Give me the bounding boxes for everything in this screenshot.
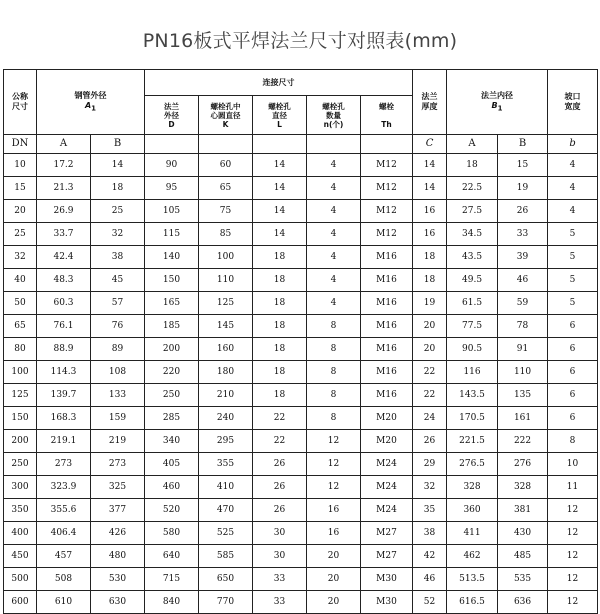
cell-flange-id-b: 91 [498, 338, 548, 361]
cell-pipe-od-b: 38 [91, 246, 145, 269]
cell-flange-id-a: 49.5 [447, 269, 498, 292]
cell-bolt-count: 20 [307, 545, 361, 568]
cell-pipe-od-b: 426 [91, 522, 145, 545]
cell-bevel-width: 12 [548, 499, 598, 522]
cell-bolt-count: 4 [307, 154, 361, 177]
header-col-b-italic: b [548, 135, 598, 154]
cell-flange-thickness: 46 [413, 568, 447, 591]
cell-bolt-hole: 30 [253, 522, 307, 545]
cell-bevel-width: 6 [548, 338, 598, 361]
header-blank [253, 135, 307, 154]
table-row [4, 246, 598, 269]
cell-flange-id-b: 59 [498, 292, 548, 315]
table-row [4, 177, 598, 200]
cell-flange-thickness: 18 [413, 269, 447, 292]
cell-bolt-thread: M16 [361, 269, 413, 292]
header-blank [145, 135, 199, 154]
header-flange-thickness: 法兰 厚度 [413, 70, 447, 135]
table-row [4, 522, 598, 545]
cell-bolt-circle: 240 [199, 407, 253, 430]
cell-bolt-circle: 60 [199, 154, 253, 177]
cell-bolt-hole: 26 [253, 499, 307, 522]
cell-bolt-thread: M12 [361, 200, 413, 223]
header-col-b: B [91, 135, 145, 154]
table-row [4, 476, 598, 499]
cell-flange-id-b: 26 [498, 200, 548, 223]
cell-flange-id-a: 328 [447, 476, 498, 499]
cell-flange-id-a: 513.5 [447, 568, 498, 591]
cell-bolt-circle: 525 [199, 522, 253, 545]
cell-bolt-count: 8 [307, 361, 361, 384]
cell-pipe-od-b: 108 [91, 361, 145, 384]
cell-bolt-thread: M24 [361, 476, 413, 499]
cell-bolt-count: 12 [307, 453, 361, 476]
cell-pipe-od-b: 57 [91, 292, 145, 315]
cell-flange-od: 140 [145, 246, 199, 269]
cell-pipe-od-a: 406.4 [37, 522, 91, 545]
cell-flange-id-b: 535 [498, 568, 548, 591]
cell-bolt-thread: M12 [361, 177, 413, 200]
cell-pipe-od-b: 219 [91, 430, 145, 453]
cell-dn: 15 [4, 177, 37, 200]
cell-dn: 10 [4, 154, 37, 177]
cell-bevel-width: 6 [548, 361, 598, 384]
cell-flange-id-a: 276.5 [447, 453, 498, 476]
cell-pipe-od-a: 273 [37, 453, 91, 476]
cell-flange-od: 250 [145, 384, 199, 407]
table-row [4, 453, 598, 476]
header-blank [199, 135, 253, 154]
header-bevel-width: 坡口 宽度 [548, 70, 598, 135]
cell-pipe-od-b: 159 [91, 407, 145, 430]
cell-bolt-thread: M30 [361, 591, 413, 614]
cell-dn: 250 [4, 453, 37, 476]
cell-pipe-od-b: 32 [91, 223, 145, 246]
cell-bolt-hole: 18 [253, 246, 307, 269]
cell-flange-id-a: 360 [447, 499, 498, 522]
cell-bolt-thread: M16 [361, 315, 413, 338]
cell-bolt-circle: 650 [199, 568, 253, 591]
cell-bolt-hole: 26 [253, 453, 307, 476]
header-dn: DN [4, 135, 37, 154]
cell-pipe-od-b: 76 [91, 315, 145, 338]
cell-flange-thickness: 38 [413, 522, 447, 545]
cell-pipe-od-a: 457 [37, 545, 91, 568]
cell-bolt-thread: M16 [361, 338, 413, 361]
header-bolt: 螺栓 Th [361, 96, 413, 135]
cell-flange-thickness: 14 [413, 154, 447, 177]
cell-flange-thickness: 22 [413, 361, 447, 384]
cell-bolt-thread: M12 [361, 154, 413, 177]
cell-flange-od: 715 [145, 568, 199, 591]
cell-dn: 600 [4, 591, 37, 614]
cell-pipe-od-b: 630 [91, 591, 145, 614]
cell-bolt-thread: M27 [361, 522, 413, 545]
cell-flange-id-b: 33 [498, 223, 548, 246]
cell-flange-id-b: 39 [498, 246, 548, 269]
table-row [4, 338, 598, 361]
cell-bolt-circle: 210 [199, 384, 253, 407]
cell-bolt-circle: 145 [199, 315, 253, 338]
cell-bolt-count: 8 [307, 384, 361, 407]
cell-bolt-count: 16 [307, 499, 361, 522]
table-row [4, 384, 598, 407]
cell-bolt-circle: 125 [199, 292, 253, 315]
cell-flange-thickness: 35 [413, 499, 447, 522]
cell-pipe-od-a: 17.2 [37, 154, 91, 177]
cell-flange-od: 405 [145, 453, 199, 476]
header-col-b2: B [498, 135, 548, 154]
cell-flange-thickness: 42 [413, 545, 447, 568]
table-row [4, 361, 598, 384]
cell-pipe-od-a: 88.9 [37, 338, 91, 361]
cell-bolt-thread: M16 [361, 384, 413, 407]
cell-bolt-thread: M24 [361, 453, 413, 476]
cell-pipe-od-a: 48.3 [37, 269, 91, 292]
cell-bolt-hole: 22 [253, 430, 307, 453]
cell-flange-thickness: 22 [413, 384, 447, 407]
cell-bolt-circle: 585 [199, 545, 253, 568]
cell-bolt-hole: 33 [253, 568, 307, 591]
cell-bolt-count: 4 [307, 200, 361, 223]
cell-bolt-thread: M27 [361, 545, 413, 568]
cell-flange-id-a: 18 [447, 154, 498, 177]
cell-flange-id-b: 328 [498, 476, 548, 499]
cell-flange-thickness: 18 [413, 246, 447, 269]
cell-flange-od: 95 [145, 177, 199, 200]
cell-bolt-count: 20 [307, 591, 361, 614]
cell-pipe-od-a: 355.6 [37, 499, 91, 522]
cell-pipe-od-a: 168.3 [37, 407, 91, 430]
cell-flange-id-a: 462 [447, 545, 498, 568]
cell-flange-id-a: 170.5 [447, 407, 498, 430]
cell-flange-id-b: 46 [498, 269, 548, 292]
cell-bevel-width: 12 [548, 591, 598, 614]
cell-pipe-od-b: 273 [91, 453, 145, 476]
cell-pipe-od-b: 18 [91, 177, 145, 200]
cell-bolt-hole: 18 [253, 315, 307, 338]
cell-bolt-count: 20 [307, 568, 361, 591]
cell-bolt-circle: 100 [199, 246, 253, 269]
table-row [4, 568, 598, 591]
table-row [4, 292, 598, 315]
cell-flange-id-b: 135 [498, 384, 548, 407]
cell-flange-thickness: 26 [413, 430, 447, 453]
cell-flange-id-a: 143.5 [447, 384, 498, 407]
cell-bevel-width: 4 [548, 177, 598, 200]
cell-dn: 200 [4, 430, 37, 453]
cell-flange-thickness: 19 [413, 292, 447, 315]
cell-flange-id-a: 43.5 [447, 246, 498, 269]
cell-bolt-hole: 33 [253, 591, 307, 614]
cell-bolt-thread: M16 [361, 361, 413, 384]
cell-bolt-count: 4 [307, 246, 361, 269]
cell-flange-thickness: 32 [413, 476, 447, 499]
cell-flange-id-b: 636 [498, 591, 548, 614]
table-row [4, 545, 598, 568]
cell-flange-id-a: 34.5 [447, 223, 498, 246]
cell-bolt-count: 12 [307, 430, 361, 453]
cell-pipe-od-a: 323.9 [37, 476, 91, 499]
cell-bolt-circle: 770 [199, 591, 253, 614]
cell-bolt-thread: M12 [361, 223, 413, 246]
header-col-a2: A [447, 135, 498, 154]
table-row [4, 269, 598, 292]
cell-pipe-od-a: 26.9 [37, 200, 91, 223]
cell-flange-id-b: 161 [498, 407, 548, 430]
cell-pipe-od-b: 377 [91, 499, 145, 522]
cell-flange-id-b: 78 [498, 315, 548, 338]
cell-pipe-od-b: 89 [91, 338, 145, 361]
cell-dn: 100 [4, 361, 37, 384]
cell-flange-thickness: 29 [413, 453, 447, 476]
cell-pipe-od-b: 480 [91, 545, 145, 568]
cell-pipe-od-a: 219.1 [37, 430, 91, 453]
cell-bolt-circle: 355 [199, 453, 253, 476]
cell-bolt-thread: M20 [361, 430, 413, 453]
cell-flange-od: 115 [145, 223, 199, 246]
cell-flange-thickness: 52 [413, 591, 447, 614]
cell-pipe-od-b: 325 [91, 476, 145, 499]
cell-pipe-od-b: 530 [91, 568, 145, 591]
table-row [4, 499, 598, 522]
cell-dn: 500 [4, 568, 37, 591]
cell-bolt-thread: M24 [361, 499, 413, 522]
cell-dn: 125 [4, 384, 37, 407]
cell-bolt-hole: 18 [253, 269, 307, 292]
cell-bolt-circle: 85 [199, 223, 253, 246]
cell-bolt-circle: 160 [199, 338, 253, 361]
header-col-c: C [413, 135, 447, 154]
cell-bevel-width: 6 [548, 384, 598, 407]
cell-flange-id-a: 221.5 [447, 430, 498, 453]
cell-flange-id-b: 430 [498, 522, 548, 545]
table-body [4, 154, 598, 614]
cell-flange-thickness: 20 [413, 338, 447, 361]
cell-pipe-od-b: 14 [91, 154, 145, 177]
cell-bevel-width: 4 [548, 154, 598, 177]
cell-bolt-hole: 26 [253, 476, 307, 499]
cell-flange-od: 840 [145, 591, 199, 614]
cell-flange-thickness: 14 [413, 177, 447, 200]
cell-bevel-width: 4 [548, 200, 598, 223]
cell-bevel-width: 8 [548, 430, 598, 453]
cell-flange-id-b: 15 [498, 154, 548, 177]
cell-flange-od: 165 [145, 292, 199, 315]
cell-bolt-count: 12 [307, 476, 361, 499]
cell-bolt-thread: M16 [361, 292, 413, 315]
cell-pipe-od-a: 60.3 [37, 292, 91, 315]
cell-flange-id-a: 27.5 [447, 200, 498, 223]
cell-flange-od: 220 [145, 361, 199, 384]
cell-flange-od: 520 [145, 499, 199, 522]
cell-dn: 65 [4, 315, 37, 338]
cell-bolt-hole: 18 [253, 292, 307, 315]
cell-bevel-width: 10 [548, 453, 598, 476]
cell-dn: 50 [4, 292, 37, 315]
cell-flange-id-b: 110 [498, 361, 548, 384]
cell-bevel-width: 6 [548, 407, 598, 430]
cell-pipe-od-b: 25 [91, 200, 145, 223]
cell-flange-id-b: 222 [498, 430, 548, 453]
header-flange-od: 法兰 外径 D [145, 96, 199, 135]
cell-bolt-thread: M20 [361, 407, 413, 430]
cell-flange-od: 185 [145, 315, 199, 338]
cell-flange-id-a: 616.5 [447, 591, 498, 614]
cell-dn: 300 [4, 476, 37, 499]
cell-bolt-count: 4 [307, 223, 361, 246]
header-nominal-size: 公称 尺寸 [4, 70, 37, 135]
header-blank [307, 135, 361, 154]
table-row [4, 591, 598, 614]
cell-flange-id-a: 77.5 [447, 315, 498, 338]
cell-pipe-od-b: 45 [91, 269, 145, 292]
cell-bolt-hole: 30 [253, 545, 307, 568]
cell-pipe-od-a: 114.3 [37, 361, 91, 384]
cell-bolt-count: 8 [307, 407, 361, 430]
cell-bolt-circle: 295 [199, 430, 253, 453]
cell-flange-id-a: 116 [447, 361, 498, 384]
cell-flange-id-b: 276 [498, 453, 548, 476]
cell-bolt-hole: 18 [253, 361, 307, 384]
table-row [4, 200, 598, 223]
cell-pipe-od-a: 33.7 [37, 223, 91, 246]
page-title: PN16板式平焊法兰尺寸对照表(mm) [142, 30, 458, 52]
cell-bolt-hole: 14 [253, 200, 307, 223]
header-blank [361, 135, 413, 154]
header-col-a: A [37, 135, 91, 154]
cell-flange-id-a: 22.5 [447, 177, 498, 200]
cell-pipe-od-a: 610 [37, 591, 91, 614]
cell-bolt-circle: 110 [199, 269, 253, 292]
cell-bevel-width: 5 [548, 246, 598, 269]
table-row [4, 154, 598, 177]
cell-dn: 450 [4, 545, 37, 568]
cell-bolt-hole: 18 [253, 338, 307, 361]
cell-bevel-width: 12 [548, 545, 598, 568]
cell-flange-thickness: 16 [413, 223, 447, 246]
cell-flange-id-b: 485 [498, 545, 548, 568]
cell-flange-thickness: 16 [413, 200, 447, 223]
cell-flange-id-a: 61.5 [447, 292, 498, 315]
cell-bolt-count: 16 [307, 522, 361, 545]
cell-pipe-od-b: 133 [91, 384, 145, 407]
cell-flange-od: 200 [145, 338, 199, 361]
cell-flange-thickness: 24 [413, 407, 447, 430]
table-row [4, 223, 598, 246]
cell-bolt-count: 4 [307, 269, 361, 292]
cell-dn: 80 [4, 338, 37, 361]
cell-dn: 400 [4, 522, 37, 545]
cell-pipe-od-a: 139.7 [37, 384, 91, 407]
cell-bolt-circle: 470 [199, 499, 253, 522]
cell-dn: 25 [4, 223, 37, 246]
header-pipe-od: 钢管外径 A1 [37, 70, 145, 135]
cell-flange-od: 460 [145, 476, 199, 499]
cell-flange-od: 285 [145, 407, 199, 430]
cell-flange-od: 90 [145, 154, 199, 177]
cell-flange-od: 340 [145, 430, 199, 453]
cell-dn: 20 [4, 200, 37, 223]
table-row [4, 315, 598, 338]
header-bolt-hole: 螺栓孔 直径 L [253, 96, 307, 135]
cell-flange-thickness: 20 [413, 315, 447, 338]
cell-flange-od: 580 [145, 522, 199, 545]
cell-dn: 150 [4, 407, 37, 430]
header-connection-dimensions: 连接尺寸 [145, 70, 413, 96]
cell-pipe-od-a: 42.4 [37, 246, 91, 269]
cell-bolt-hole: 18 [253, 384, 307, 407]
cell-flange-id-a: 411 [447, 522, 498, 545]
header-flange-id: 法兰内径 B1 [447, 70, 548, 135]
cell-bevel-width: 12 [548, 522, 598, 545]
cell-flange-od: 105 [145, 200, 199, 223]
cell-flange-id-b: 19 [498, 177, 548, 200]
flange-dimension-table [3, 69, 598, 614]
cell-pipe-od-a: 76.1 [37, 315, 91, 338]
cell-flange-id-a: 90.5 [447, 338, 498, 361]
table-row [4, 407, 598, 430]
header-bolt-circle: 螺栓孔中 心圆直径 K [199, 96, 253, 135]
cell-dn: 40 [4, 269, 37, 292]
cell-bolt-count: 8 [307, 315, 361, 338]
cell-bolt-count: 4 [307, 177, 361, 200]
header-bolt-count: 螺栓孔 数量 n(个) [307, 96, 361, 135]
cell-pipe-od-a: 21.3 [37, 177, 91, 200]
cell-bolt-thread: M30 [361, 568, 413, 591]
cell-bevel-width: 12 [548, 568, 598, 591]
cell-dn: 350 [4, 499, 37, 522]
cell-bolt-circle: 180 [199, 361, 253, 384]
cell-flange-od: 150 [145, 269, 199, 292]
table-row [4, 430, 598, 453]
cell-bevel-width: 11 [548, 476, 598, 499]
cell-bolt-thread: M16 [361, 246, 413, 269]
cell-bolt-hole: 14 [253, 223, 307, 246]
cell-bolt-hole: 14 [253, 177, 307, 200]
cell-bolt-circle: 65 [199, 177, 253, 200]
cell-bevel-width: 5 [548, 292, 598, 315]
cell-bolt-circle: 410 [199, 476, 253, 499]
cell-bolt-hole: 22 [253, 407, 307, 430]
cell-flange-id-b: 381 [498, 499, 548, 522]
cell-flange-od: 640 [145, 545, 199, 568]
cell-dn: 32 [4, 246, 37, 269]
cell-pipe-od-a: 508 [37, 568, 91, 591]
cell-bolt-count: 8 [307, 338, 361, 361]
cell-bevel-width: 5 [548, 223, 598, 246]
cell-bevel-width: 6 [548, 315, 598, 338]
cell-bolt-hole: 14 [253, 154, 307, 177]
cell-bolt-circle: 75 [199, 200, 253, 223]
cell-bolt-count: 4 [307, 292, 361, 315]
cell-bevel-width: 5 [548, 269, 598, 292]
